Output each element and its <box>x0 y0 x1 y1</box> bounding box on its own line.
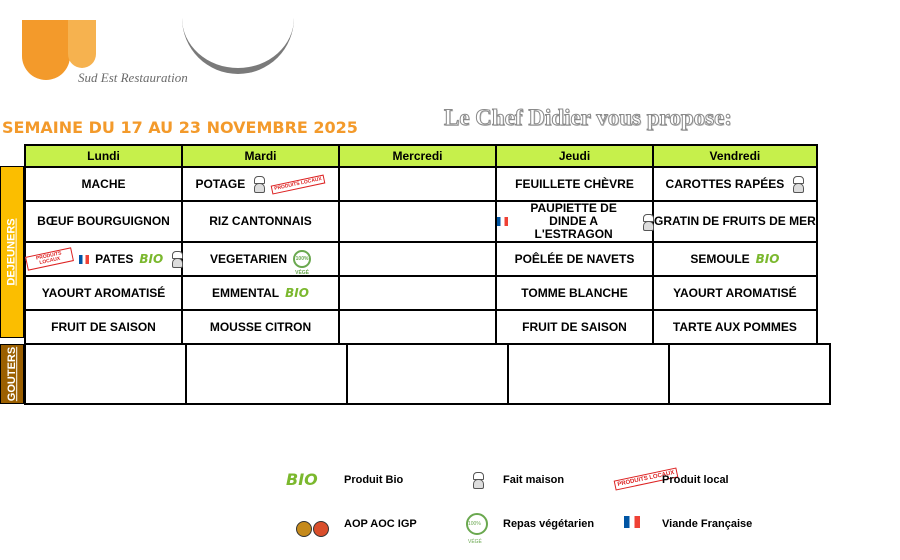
logo <box>22 50 282 90</box>
menu-cell: MOUSSE CITRON <box>182 310 339 344</box>
chef-hat-icon <box>470 472 484 488</box>
bio-icon: BIO <box>139 251 164 266</box>
menu-cell: POÊLÉE DE NAVETS <box>496 242 653 276</box>
chef-hat-icon <box>640 214 652 230</box>
local-product-icon: PRODUITS LOCAUX <box>614 467 679 490</box>
day-header-lundi: Lundi <box>25 145 182 167</box>
menu-cell: FEUILLETE CHÈVRE <box>496 167 653 201</box>
bio-icon: BIO <box>755 251 780 266</box>
legend-viande: Viande Française <box>662 518 753 530</box>
menu-cell <box>339 167 496 201</box>
vegetarian-icon: 100% VÉGÉ <box>466 513 488 535</box>
menu-cell: TARTE AUX POMMES <box>653 310 817 344</box>
logo-sun-shape-2 <box>68 20 96 68</box>
local-product-icon: PRODUITS LOCAUX <box>25 247 74 270</box>
section-label-dejeuners: DEJEUNERS <box>0 166 24 338</box>
table-row <box>25 242 817 276</box>
logo-tagline: Sud Est Restauration <box>78 70 188 85</box>
gouter-cell <box>25 344 186 404</box>
menu-cell: POTAGE PRODUITS LOCAUX <box>182 167 339 201</box>
menu-cell: GRATIN DE FRUITS DE MER <box>653 201 817 242</box>
legend-bio: Produit Bio <box>344 474 404 486</box>
menu-cell: TOMME BLANCHE <box>496 276 653 310</box>
gouters-table <box>24 343 831 405</box>
table-row <box>25 344 830 404</box>
logo-arc-shape <box>182 18 294 74</box>
menu-cell: EMMENTAL BIO <box>182 276 339 310</box>
menu-cell <box>339 276 496 310</box>
table-row <box>25 201 817 242</box>
aoc-seal-icon <box>313 521 329 537</box>
logo-sun-shape <box>22 20 70 80</box>
menu-cell: PRODUITS LOCAUX PATES BIO <box>25 242 182 276</box>
section-label-gouters: GOUTERS <box>0 344 24 404</box>
legend-veg: Repas végétarien <box>503 518 595 530</box>
gouter-cell <box>347 344 508 404</box>
chef-title: Le Chef Didier vous propose: <box>444 105 732 130</box>
french-flag-icon <box>497 217 508 226</box>
menu-cell: RIZ CANTONNAIS <box>182 201 339 242</box>
bio-icon: BIO <box>285 285 309 300</box>
menu-cell: SEMOULE BIO <box>653 242 817 276</box>
french-flag-icon <box>624 516 640 528</box>
menu-cell: BŒUF BOURGUIGNON <box>25 201 182 242</box>
local-product-icon: PRODUITS LOCAUX <box>271 174 326 194</box>
legend-local: Produit local <box>662 474 729 486</box>
menu-cell: YAOURT AROMATISÉ <box>25 276 182 310</box>
legend-aop: AOP AOC IGP <box>344 518 417 530</box>
menu-cell <box>339 310 496 344</box>
aop-seal-icon <box>296 521 312 537</box>
menu-cell: FRUIT DE SAISON <box>496 310 653 344</box>
french-flag-icon <box>79 255 89 264</box>
legend-fait-maison: Fait maison <box>503 474 565 486</box>
gouter-cell <box>186 344 347 404</box>
day-header-mardi: Mardi <box>182 145 339 167</box>
menu-table <box>24 144 818 345</box>
chef-hat-icon <box>251 176 265 192</box>
table-row <box>25 276 817 310</box>
bio-icon: BIO <box>286 470 318 489</box>
day-header-row <box>25 145 817 167</box>
chef-hat-icon <box>790 176 804 192</box>
menu-cell: CAROTTES RAPÉES <box>653 167 817 201</box>
gouter-cell <box>508 344 669 404</box>
menu-cell: MACHE <box>25 167 182 201</box>
day-header-mercredi: Mercredi <box>339 145 496 167</box>
week-title: SEMAINE DU 17 AU 23 NOVEMBRE 2025 <box>2 118 358 137</box>
menu-cell: PAUPIETTE DE DINDE A L'ESTRAGON <box>496 201 653 242</box>
day-header-jeudi: Jeudi <box>496 145 653 167</box>
chef-hat-icon <box>169 251 181 267</box>
vegetarian-icon: 100% VÉGÉ <box>293 250 311 268</box>
day-header-vendredi: Vendredi <box>653 145 817 167</box>
table-row <box>25 167 817 201</box>
menu-cell: FRUIT DE SAISON <box>25 310 182 344</box>
menu-cell <box>339 201 496 242</box>
menu-cell: YAOURT AROMATISÉ <box>653 276 817 310</box>
menu-cell: VEGETARIEN 100% VÉGÉ <box>182 242 339 276</box>
menu-cell <box>339 242 496 276</box>
gouter-cell <box>669 344 830 404</box>
table-row <box>25 310 817 344</box>
